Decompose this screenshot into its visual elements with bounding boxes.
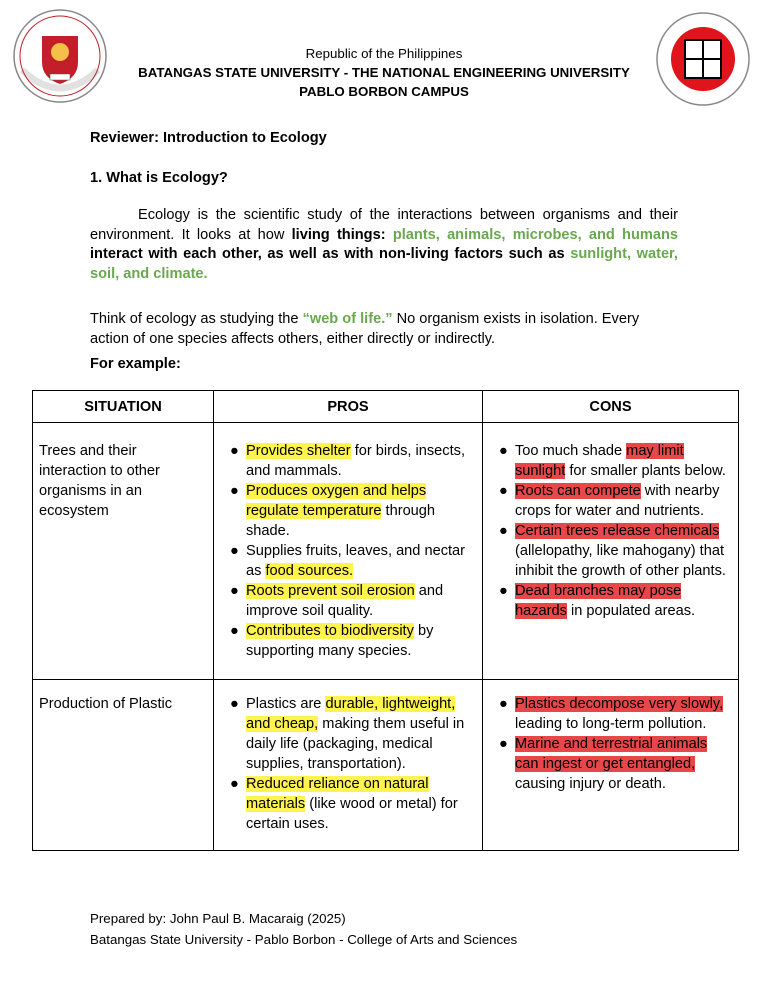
document-title: Reviewer: Introduction to Ecology: [90, 130, 327, 146]
p2-text-2: No organism exists in isolation. Every action of one species affects others, either directly or indirectly.: [90, 311, 640, 347]
item-text: making them useful in daily life (packaging, medical supplies, transportation).: [246, 716, 465, 772]
ecology-definition-paragraph: [90, 206, 678, 284]
pros-cons-table: [32, 390, 739, 851]
footer-prepared-by: Prepared by: John Paul B. Macaraig (2025): [90, 911, 346, 926]
highlighted-text-red: may limit sunlight: [515, 443, 684, 479]
pros-item: [230, 481, 476, 541]
item-text: in populated areas.: [566, 603, 696, 619]
bullet-icon: ●: [499, 443, 508, 459]
header-cons: CONS: [483, 391, 739, 423]
bullet-icon: ●: [230, 623, 239, 639]
cons-cell: [483, 423, 739, 680]
pros-list: [220, 694, 476, 834]
footer-institution: Batangas State University - Pablo Borbon - College of Arts and Sciences: [90, 932, 518, 947]
example-label: For example:: [90, 356, 181, 372]
bullet-icon: ●: [230, 543, 239, 559]
section-heading: 1. What is Ecology?: [90, 170, 228, 186]
item-text: through shade.: [246, 503, 436, 539]
p2-text-1: Think of ecology as studying the: [90, 311, 303, 327]
pros-cell: [214, 680, 483, 851]
item-text: for birds, insects, and mammals.: [246, 443, 465, 479]
highlighted-text-red: Plastics decompose very slowly,: [515, 696, 724, 712]
p1-organisms: plants, animals, microbes, and humans: [392, 226, 678, 243]
cons-item: [499, 441, 732, 481]
item-text: causing injury or death.: [515, 776, 666, 792]
table-header-row: [33, 391, 739, 423]
pros-item: [230, 694, 476, 774]
p1-text-2: interact with each other, as well as with non-living factors such as: [90, 246, 571, 263]
highlighted-text-red: Certain trees release chemicals: [515, 523, 720, 539]
pros-item: [230, 441, 476, 481]
web-of-life-paragraph: [90, 310, 678, 349]
table-row: [33, 423, 739, 680]
bullet-icon: ●: [499, 696, 508, 712]
highlighted-text-red: Roots can compete: [515, 483, 641, 499]
bullet-icon: ●: [499, 483, 508, 499]
bullet-icon: ●: [499, 583, 508, 599]
document-header: [0, 44, 768, 101]
p1-living-things: living things:: [291, 226, 393, 243]
item-text: (allelopathy, like mahogany) that inhibit the growth of other plants.: [515, 543, 726, 579]
cons-item: [499, 734, 732, 794]
item-text: by supporting many species.: [246, 623, 434, 659]
highlighted-text-yellow: durable, lightweight, and cheap,: [246, 696, 456, 732]
cons-list: [489, 441, 732, 621]
bullet-icon: ●: [230, 443, 239, 459]
highlighted-text-yellow: Reduced reliance on natural materials: [246, 776, 429, 812]
pros-item: [230, 541, 476, 581]
p2-web-of-life: “web of life.”: [302, 311, 393, 327]
item-text: and improve soil quality.: [246, 583, 444, 619]
highlighted-text-yellow: Produces oxygen and helps regulate temperature: [246, 483, 427, 519]
item-text: with nearby crops for water and nutrients.: [515, 483, 720, 519]
item-text: Plastics are: [246, 696, 326, 712]
pros-list: [220, 441, 476, 661]
cons-item: [499, 581, 732, 621]
p1-abiotic-factors: sunlight, water, soil, and climate.: [90, 246, 678, 282]
bullet-icon: ●: [230, 483, 239, 499]
highlighted-text-red: Marine and terrestrial animals can ingest or get entangled,: [515, 736, 708, 772]
header-campus: PABLO BORBON CAMPUS: [299, 84, 469, 99]
bullet-icon: ●: [230, 696, 239, 712]
cons-cell: [483, 680, 739, 851]
highlighted-text-yellow: Contributes to biodiversity: [246, 623, 414, 639]
table-row: [33, 680, 739, 851]
item-text: for smaller plants below.: [565, 463, 726, 479]
pros-item: [230, 774, 476, 834]
pros-item: [230, 581, 476, 621]
item-text: Supplies fruits, leaves, and nectar as: [246, 543, 466, 579]
highlighted-text-yellow: Provides shelter: [246, 443, 351, 459]
situation-cell: Production of Plastic: [33, 680, 214, 851]
header-university: BATANGAS STATE UNIVERSITY - THE NATIONAL ENGINEERING UNIVERSITY: [138, 65, 630, 80]
cons-item: [499, 694, 732, 734]
highlighted-text-yellow: Roots prevent soil erosion: [246, 583, 415, 599]
cons-list: [489, 694, 732, 794]
header-situation: SITUATION: [33, 391, 214, 423]
pros-cell: [214, 423, 483, 680]
pros-item: [230, 621, 476, 661]
footer: [90, 908, 517, 950]
item-text: Too much shade: [515, 443, 627, 459]
header-pros: PROS: [214, 391, 483, 423]
cons-item: [499, 521, 732, 581]
item-text: leading to long-term pollution.: [515, 716, 707, 732]
situation-cell: Trees and their interaction to other organisms in an ecosystem: [33, 423, 214, 680]
highlighted-text-red: Dead branches may pose hazards: [515, 583, 682, 619]
item-text: (like wood or metal) for certain uses.: [246, 796, 458, 832]
bullet-icon: ●: [230, 583, 239, 599]
bullet-icon: ●: [230, 776, 239, 792]
bullet-icon: ●: [499, 523, 508, 539]
cons-item: [499, 481, 732, 521]
highlighted-text-yellow: food sources.: [265, 563, 354, 579]
p1-text-1: Ecology is the scientific study of the interactions between organisms and their environment. It looks at how: [90, 207, 678, 243]
bullet-icon: ●: [499, 736, 508, 752]
header-republic: Republic of the Philippines: [305, 46, 463, 61]
